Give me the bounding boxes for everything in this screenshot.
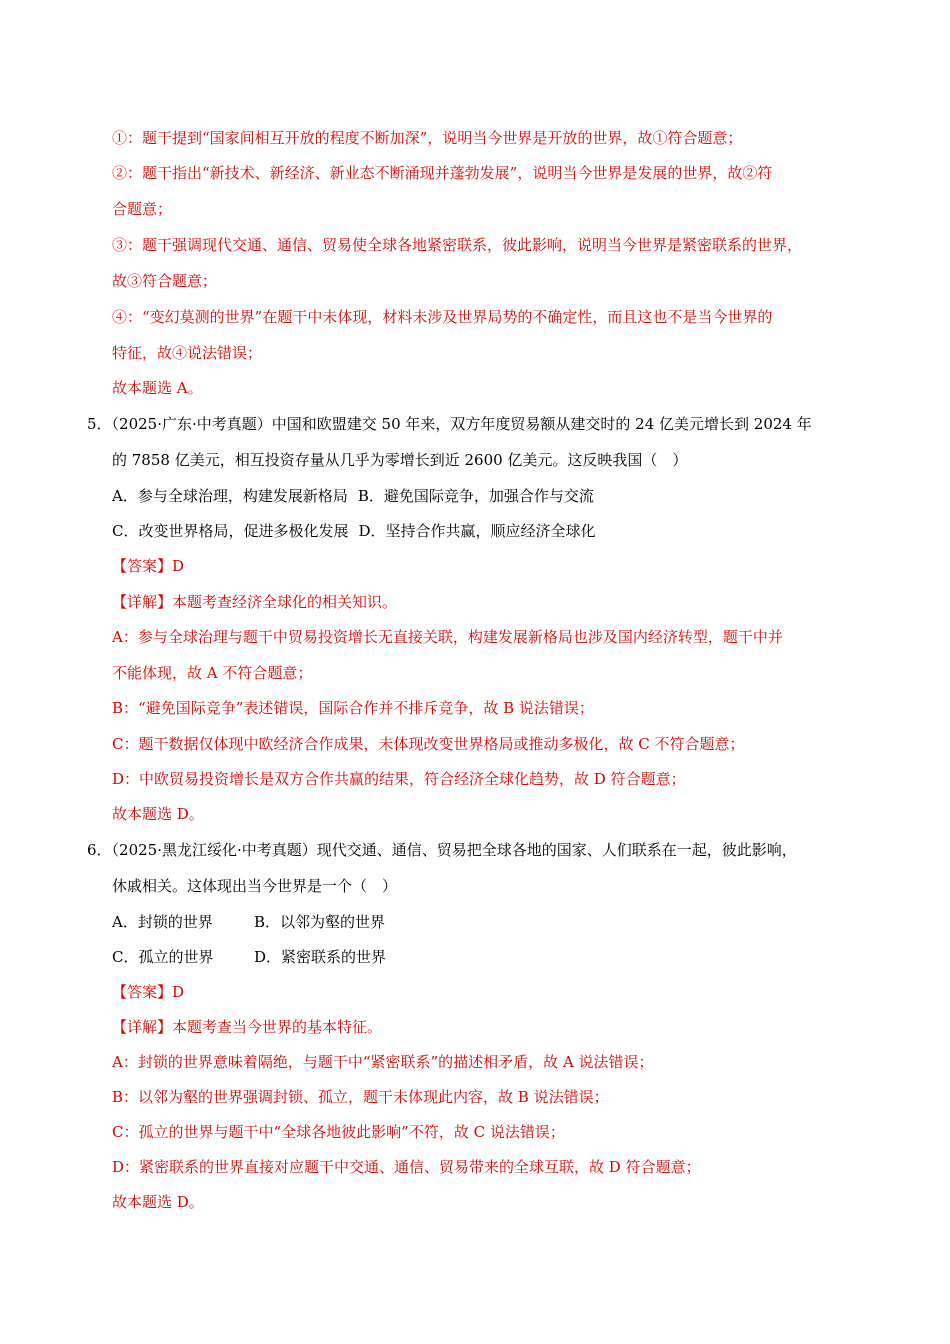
q5-explain-d: D：中欧贸易投资增长是双方合作共赢的结果，符合经济全球化趋势，故 D 符合题意；	[112, 770, 686, 788]
q6-explain-a: A：封锁的世界意味着隔绝，与题干中“紧密联系”的描述相矛盾，故 A 说法错误；	[112, 1053, 654, 1071]
q6-option-d: D．紧密联系的世界	[254, 948, 387, 966]
q4-explain-4a: ④：“变幻莫测的世界”在题干中未体现，材料未涉及世界局势的不确定性，而且这也不是当今世界的	[112, 308, 773, 326]
q6-options-row-2	[112, 947, 386, 967]
q5-option-c: C．改变世界格局，促进多极化发展	[112, 522, 349, 540]
q5-stem-b: 的 7858 亿美元，相互投资存量从几乎为零增长到近 2600 亿美元。这反映我国（ ）	[112, 451, 688, 469]
q5-conclusion: 故本题选 D。	[112, 805, 204, 823]
q5-explain-a2: 不能体现，故 A 不符合题意；	[112, 664, 313, 682]
q5-options-row-1	[112, 486, 594, 506]
q6-stem-b: 休戚相关。这体现出当今世界是一个（ ）	[112, 877, 398, 895]
q5-option-b: B．避免国际竞争，加强合作与交流	[357, 487, 594, 505]
q6-option-c: C．孤立的世界	[112, 948, 214, 966]
q4-explain-2b: 合题意；	[112, 200, 173, 218]
q6-option-a: A．封锁的世界	[112, 913, 213, 931]
q4-explain-3a: ③：题干强调现代交通、通信、贸易使全球各地紧密联系，彼此影响，说明当今世界是紧密联系的世界，	[112, 236, 803, 254]
q5-explain-b: B：“避免国际竞争”表述错误，国际合作并不排斥竞争，故 B 说法错误；	[112, 699, 594, 717]
q5-option-d: D．坚持合作共赢，顺应经济全球化	[358, 522, 596, 540]
q5-answer: 【答案】D	[112, 557, 185, 575]
q5-detail: 【详解】本题考查经济全球化的相关知识。	[112, 593, 398, 611]
q6-explain-c: C：孤立的世界与题干中“全球各地彼此影响”不符，故 C 说法错误；	[112, 1123, 565, 1141]
q6-stem-a: 6．（2025·黑龙江绥化·中考真题）现代交通、通信、贸易把全球各地的国家、人们联系在一起，彼此影响，	[87, 841, 797, 859]
q6-explain-d: D：紧密联系的世界直接对应题干中交通、通信、贸易带来的全球互联，故 D 符合题意；	[112, 1158, 701, 1176]
q5-explain-c: C：题干数据仅体现中欧经济合作成果，未体现改变世界格局或推动多极化，故 C 不符合题意；	[112, 735, 745, 753]
q4-explain-1: ①：题干提到“国家间相互开放的程度不断加深”，说明当今世界是开放的世界，故①符合题意；	[112, 129, 743, 147]
q4-explain-4b: 特征，故④说法错误；	[112, 344, 263, 362]
q6-conclusion: 故本题选 D。	[112, 1193, 204, 1211]
q4-explain-2a: ②：题干指出“新技术、新经济、新业态不断涌现并蓬勃发展”，说明当今世界是发展的世界，故②符	[112, 164, 773, 182]
q6-answer: 【答案】D	[112, 983, 185, 1001]
q5-stem-a: 5．（2025·广东·中考真题）中国和欧盟建交 50 年来，双方年度贸易额从建交时的 24 亿美元增长到 2024 年	[87, 415, 812, 433]
q5-option-a: A．参与全球治理，构建发展新格局	[112, 487, 348, 505]
q6-detail: 【详解】本题考查当今世界的基本特征。	[112, 1018, 383, 1036]
q6-explain-b: B：以邻为壑的世界强调封锁、孤立，题干未体现此内容，故 B 说法错误；	[112, 1088, 609, 1106]
q6-options-row-1	[112, 912, 385, 932]
q5-options-row-2	[112, 521, 596, 541]
q4-conclusion: 故本题选 A。	[112, 379, 203, 397]
q4-explain-3b: 故③符合题意；	[112, 272, 218, 290]
q5-explain-a1: A：参与全球治理与题干中贸易投资增长无直接关联，构建发展新格局也涉及国内经济转型，题干中并	[112, 628, 783, 646]
q6-option-b: B．以邻为壑的世界	[254, 913, 386, 931]
